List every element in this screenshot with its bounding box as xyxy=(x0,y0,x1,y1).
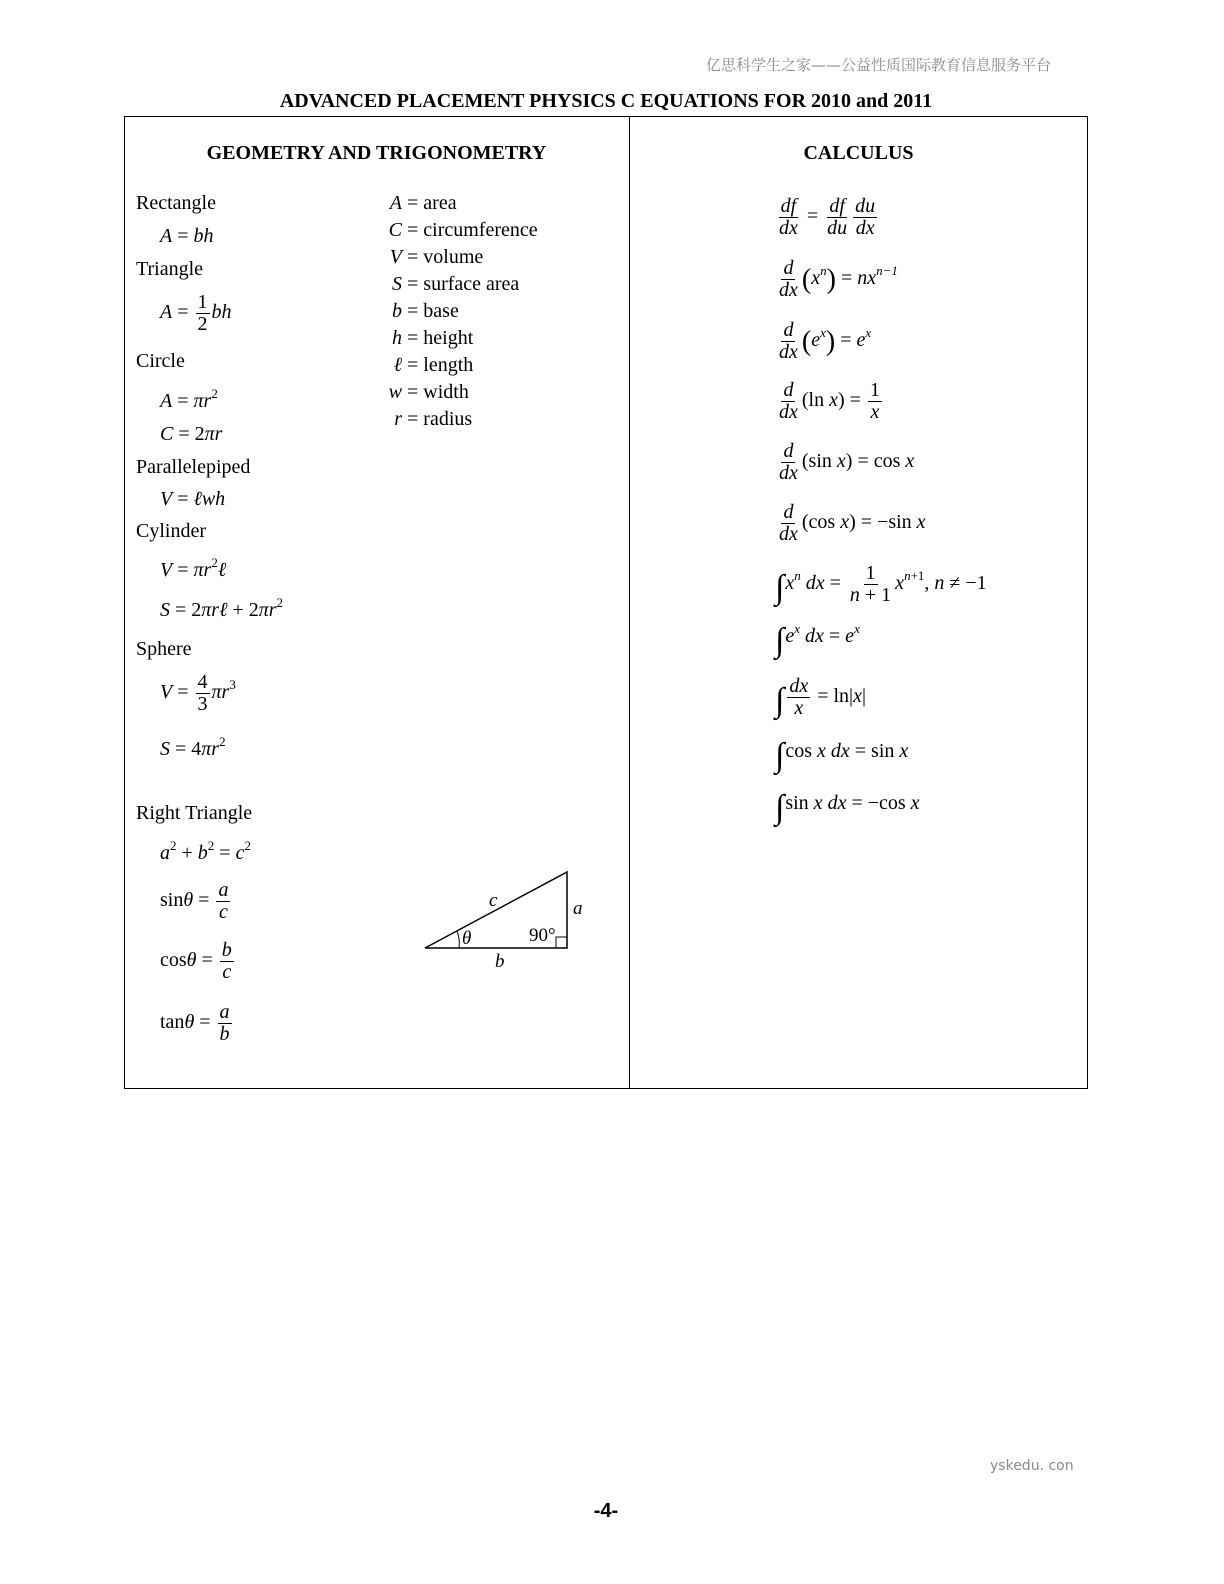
definition-row: ℓ = length xyxy=(393,354,474,376)
right-triangle-diagram xyxy=(415,860,615,975)
angle-arc xyxy=(457,931,459,948)
parallelepiped-label: Parallelepiped xyxy=(136,456,251,478)
pythagorean-formula: $a^2 + b^2 = c^2$ xyxy=(160,838,251,864)
sin-derivative: $\frac{d}{dx}$ (sin x) = cos x xyxy=(779,440,915,484)
sphere-surface-formula: $S = 4\pi r^2$ xyxy=(160,734,226,760)
hypotenuse-label: c xyxy=(489,890,498,911)
tangent-formula: tanθ = $\frac{a}{b}$ xyxy=(160,1001,230,1045)
power-rule-derivative: $\frac{d}{dx}$ $(x^n) = nx^{n-1}$ xyxy=(779,257,898,301)
chain-rule-formula: $\frac{df}{dx}$ = $\frac{df}{du}$ $\frac{du}{dx}$ xyxy=(779,195,876,239)
page-title: ADVANCED PLACEMENT PHYSICS C EQUATIONS FOR 2010 and 2011 xyxy=(279,90,933,112)
cos-integral: ∫cos x dx = sin x xyxy=(775,737,909,774)
right-angle-marker xyxy=(556,937,567,948)
definition-row: b = base xyxy=(392,300,459,322)
adjacent-label: b xyxy=(495,951,505,972)
right-angle-label: 90° xyxy=(529,925,556,946)
sphere-volume-formula: V = $\frac{4}{3}$ $\pi r^3$ xyxy=(160,671,236,715)
triangle-area-formula: A = $\frac{1}{2}$ bh xyxy=(160,291,232,335)
exp-derivative: $\frac{d}{dx}$ $(e^x) = e^x$ xyxy=(779,319,872,363)
definition-row: S = surface area xyxy=(392,273,520,295)
circle-circumference-formula: C = 2πr xyxy=(160,423,223,445)
definition-row: A = area xyxy=(389,192,457,214)
definition-row: h = height xyxy=(392,327,474,349)
geometry-heading: GEOMETRY AND TRIGONOMETRY xyxy=(206,142,547,164)
parallelepiped-volume-formula: V = ℓwh xyxy=(160,488,226,510)
opposite-label: a xyxy=(573,898,583,919)
rectangle-area-formula: A = bh xyxy=(160,225,214,247)
page-number: -4- xyxy=(593,1500,619,1522)
rectangle-label: Rectangle xyxy=(136,192,216,214)
definitions-list xyxy=(385,192,538,435)
cylinder-volume-formula: $V = \pi r^2\ell$ xyxy=(160,555,227,581)
definition-row: C = circumference xyxy=(388,219,538,241)
power-rule-integral: $\int x^n$ dx = $\frac{1}{n + 1}$ $x^{n+1}$, n ≠ −1 xyxy=(775,562,987,607)
watermark-bottom: yskedu. con xyxy=(990,1458,1074,1474)
circle-label: Circle xyxy=(136,350,185,372)
sin-integral: ∫sin x dx = −cos x xyxy=(775,789,920,826)
reciprocal-integral: ∫ $\frac{dx}{x}$ = ln|x| xyxy=(775,675,866,720)
calculus-heading: CALCULUS xyxy=(803,142,914,164)
ln-derivative: $\frac{d}{dx}$ (ln x) = $\frac{1}{x}$ xyxy=(779,379,880,423)
definition-row: V = volume xyxy=(389,246,484,268)
watermark-top: 亿思科学生之家——公益性质国际教育信息服务平台 xyxy=(706,56,1052,74)
sine-formula: sinθ = $\frac{a}{c}$ xyxy=(160,879,229,923)
cos-derivative: $\frac{d}{dx}$ (cos x) = −sin x xyxy=(779,501,926,545)
angle-theta-label: θ xyxy=(462,928,472,949)
triangle-label: Triangle xyxy=(136,258,204,280)
definition-row: r = radius xyxy=(394,408,473,430)
right-triangle-label: Right Triangle xyxy=(136,802,253,824)
exp-integral: $\int e^x$ dx = $e^x$ xyxy=(775,621,860,659)
definition-row: w = width xyxy=(388,381,469,403)
sphere-label: Sphere xyxy=(136,638,192,660)
cylinder-surface-formula: S = 2πrℓ + $2\pi r^2$ xyxy=(160,595,284,621)
cylinder-label: Cylinder xyxy=(136,520,206,542)
column-divider xyxy=(629,116,630,1089)
circle-area-formula: $A = \pi r^2$ xyxy=(160,386,218,412)
cosine-formula: cosθ = $\frac{b}{c}$ xyxy=(160,939,232,983)
